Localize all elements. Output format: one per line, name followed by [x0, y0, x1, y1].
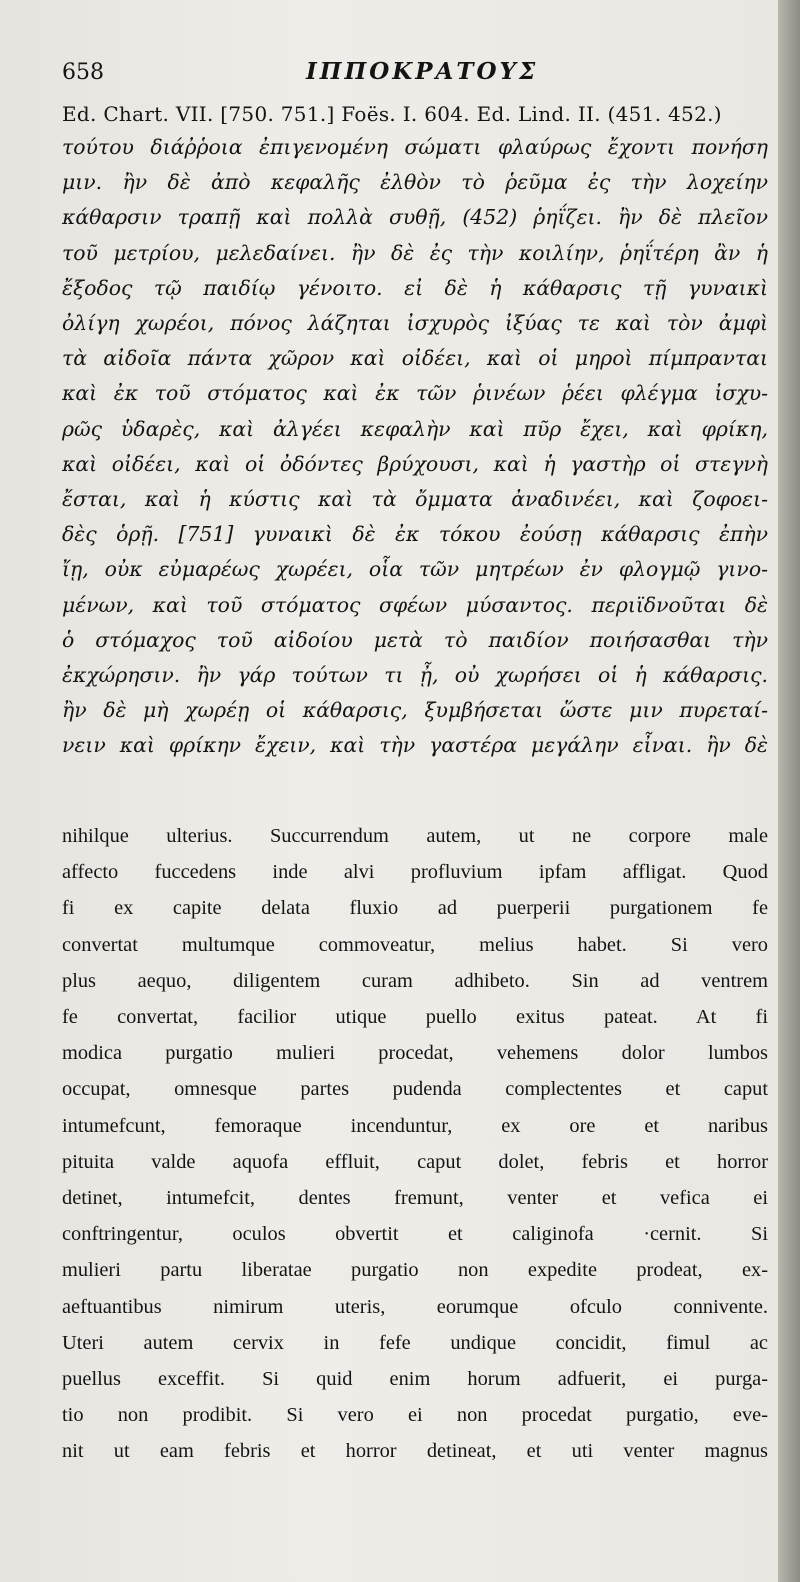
greek-text-line: ὀλίγη χωρέοι, πόνος λάζηται ἰσχυρὸς ἰξύας τε καὶ τὸν ἀμφὶ: [62, 311, 768, 336]
greek-text-block: [62, 130, 768, 764]
latin-text-line: fe convertat, facilior utique puello exitus pateat. At fi: [62, 1006, 768, 1029]
greek-text-line: ἔξοδος τῷ παιδίῳ γένοιτο. εἰ δὲ ἡ κάθαρσις τῇ γυναικὶ: [62, 275, 768, 300]
greek-text-line: τὰ αἰδοῖα πάντα χῶρον καὶ οἰδέει, καὶ οἱ μηροὶ πίμπρανται: [62, 346, 768, 371]
greek-text-line: τούτου διάῤῥοια ἐπιγενομένη σώματι φλαύρως ἔχοντι πονήση: [62, 135, 768, 159]
latin-text-line: nit ut eam febris et horror detineat, et uti venter magnus: [62, 1440, 768, 1463]
latin-text-line: affecto fuccedens inde alvi profluvium ipfam affligat. Quod: [62, 861, 768, 884]
latin-text-line: conftringentur, oculos obvertit et caliginofa ·cernit. Si: [62, 1223, 768, 1246]
greek-text-line: νειν καὶ φρίκην ἔχειν, καὶ τὴν γαστέρα μεγάλην εἶναι. ἢν δὲ: [62, 733, 768, 758]
greek-text-line: ἔσται, καὶ ἡ κύστις καὶ τὰ ὄμματα ἀναδινέει, καὶ ζοφοει-: [62, 487, 768, 512]
running-title: ΙΠΠΟΚΡΑΤΟΥΣ: [306, 58, 539, 85]
greek-text-line: ἢν δὲ μὴ χωρέῃ οἱ κάθαρσις, ξυμβήσεται ὥστε μιν πυρεταί-: [62, 698, 768, 723]
greek-text-line: καὶ οἰδέει, καὶ οἱ ὀδόντες βρύχουσι, καὶ ἡ γαστὴρ οἱ στεγνὴ: [62, 451, 768, 476]
latin-text-line: pituita valde aquofa effluit, caput dolet, febris et horror: [62, 1150, 768, 1173]
latin-text-line: intumefcunt, femoraque incenduntur, ex ore et naribus: [62, 1114, 768, 1137]
greek-text-line: μιν. ἢν δὲ ἀπὸ κεφαλῆς ἐλθὸν τὸ ῥεῦμα ἐς τὴν λοχείην: [62, 170, 768, 195]
latin-text-line: detinet, intumefcit, dentes fremunt, venter et vefica ei: [62, 1187, 768, 1210]
latin-text-line: occupat, omnesque partes pudenda complectentes et caput: [62, 1078, 768, 1101]
latin-text-line: aeftuantibus nimirum uteris, eorumque ofculo connivente.: [62, 1295, 768, 1318]
greek-text-line: μένων, καὶ τοῦ στόματος σφέων μύσαντος. περιϊδνοῦται δὲ: [62, 592, 768, 617]
greek-text-line: ρῶς ὑδαρὲς, καὶ ἀλγέει κεφαλὴν καὶ πῦρ ἔχει, καὶ φρίκη,: [62, 416, 768, 441]
latin-text-line: tio non prodibit. Si vero ei non procedat purgatio, eve-: [62, 1404, 768, 1427]
greek-text-line: κάθαρσιν τραπῇ καὶ πολλὰ συθῇ, (452) ῥηΐζει. ἢν δὲ πλεῖον: [62, 205, 768, 230]
latin-text-line: puellus exceffit. Si quid enim horum adfuerit, ei purga-: [62, 1368, 768, 1391]
greek-text-line: δὲς ὁρῇ. [751] γυναικὶ δὲ ἐκ τόκου ἐούσῃ κάθαρσις ἐπὴν: [62, 522, 768, 547]
latin-text-line: Uteri autem cervix in fefe undique concidit, fimul ac: [62, 1331, 768, 1354]
latin-text-line: mulieri partu liberatae purgatio non expedite prodeat, ex-: [62, 1259, 768, 1282]
greek-text-line: τοῦ μετρίου, μελεδαίνει. ἢν δὲ ἐς τὴν κοιλίην, ῥηΐτέρη ἂν ἡ: [62, 240, 768, 265]
latin-text-line: nihilque ulterius. Succurrendum autem, ut ne corpore male: [62, 825, 768, 847]
page-header: [62, 56, 762, 92]
greek-text-line: ἐκχώρησιν. ἢν γάρ τούτων τι ᾖ, οὐ χωρήσει οἱ ἡ κάθαρσις.: [62, 663, 768, 688]
latin-text-line: fi ex capite delata fluxio ad puerperii purgationem fe: [62, 897, 768, 920]
latin-text-block: [62, 818, 768, 1470]
page-gutter-shadow: [778, 0, 800, 1582]
edition-references: Ed. Chart. VII. [750. 751.] Foës. I. 604. Ed. Lind. II. (451. 452.): [62, 102, 722, 126]
greek-text-line: ὁ στόμαχος τοῦ αἰδοίου μετὰ τὸ παιδίον ποιήσασθαι τὴν: [62, 627, 768, 652]
latin-text-line: modica purgatio mulieri procedat, vehemens dolor lumbos: [62, 1042, 768, 1065]
latin-text-line: convertat multumque commoveatur, melius habet. Si vero: [62, 933, 768, 956]
greek-text-line: καὶ ἐκ τοῦ στόματος καὶ ἐκ τῶν ῥινέων ῥέει φλέγμα ἰσχυ-: [62, 381, 768, 406]
page-number: 658: [62, 60, 104, 85]
greek-text-line: ἴῃ, οὐκ εὐμαρέως χωρέει, οἷα τῶν μητρέων ἐν φλογμῷ γινο-: [62, 557, 768, 582]
latin-text-line: plus aequo, diligentem curam adhibeto. Sin ad ventrem: [62, 969, 768, 992]
